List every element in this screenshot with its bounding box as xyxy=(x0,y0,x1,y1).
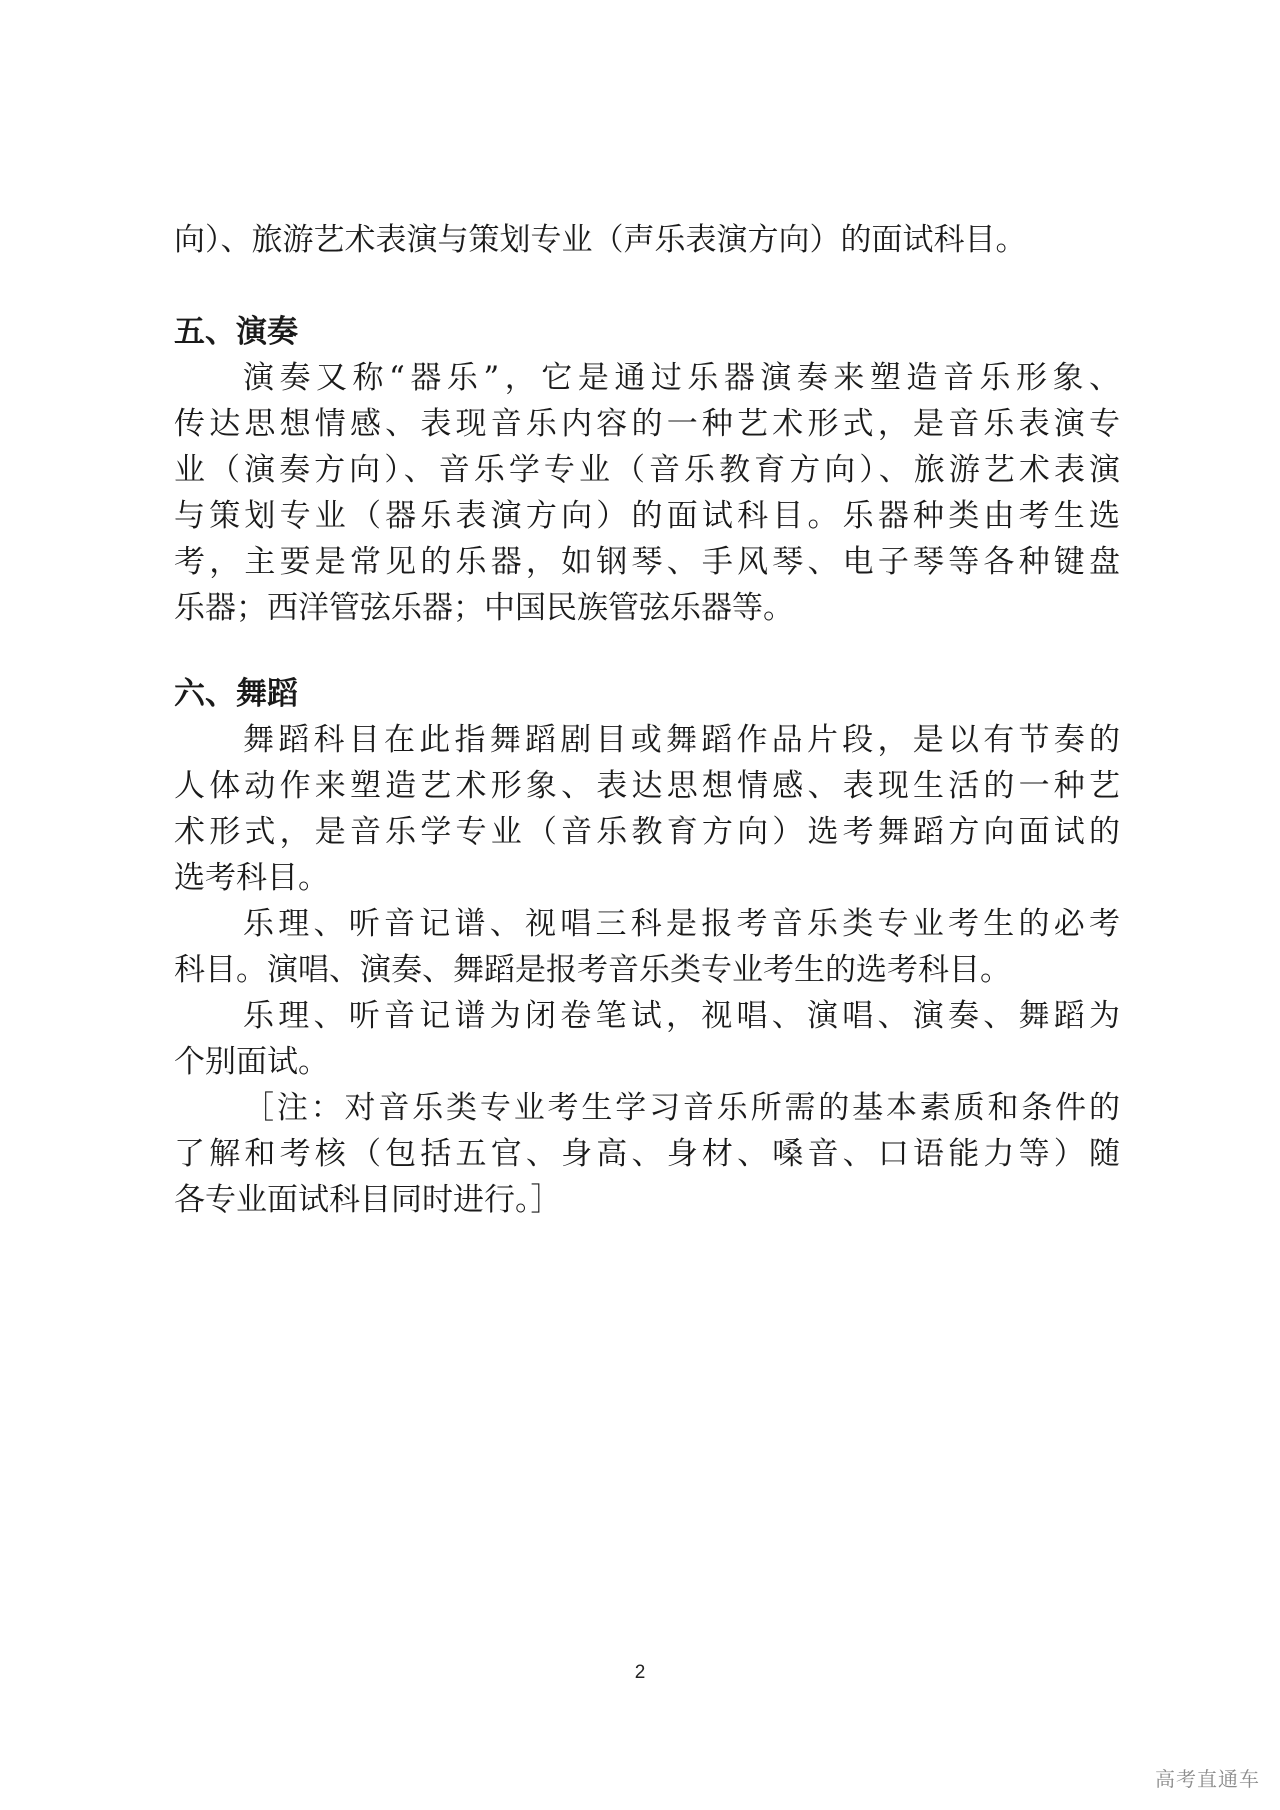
body-line: 个别面试。 xyxy=(174,1044,329,1080)
note-line: 了解和考核（包括五官、身高、身材、嗓音、口语能力等）随 xyxy=(174,1136,1120,1172)
body-line: 乐器；西洋管弦乐器；中国民族管弦乐器等。 xyxy=(174,590,794,626)
body-line: 演奏又称“器乐”，它是通过乐器演奏来塑造音乐形象、 xyxy=(243,360,1120,396)
body-line: 向）、旅游艺术表演与策划专业（声乐表演方向）的面试科目。 xyxy=(174,222,1027,258)
body-line: 业（演奏方向）、音乐学专业（音乐教育方向）、旅游艺术表演 xyxy=(174,452,1120,488)
body-line: 术形式，是音乐学专业（音乐教育方向）选考舞蹈方向面试的 xyxy=(174,814,1120,850)
body-line: 选考科目。 xyxy=(174,860,329,896)
note-line: ［注：对音乐类专业考生学习音乐所需的基本素质和条件的 xyxy=(243,1090,1120,1126)
page-number: 2 xyxy=(634,1662,646,1683)
body-line: 传达思想情感、表现音乐内容的一种艺术形式，是音乐表演专 xyxy=(174,406,1120,442)
body-line: 乐理、听音记谱、视唱三科是报考音乐类专业考生的必考 xyxy=(243,906,1120,942)
body-line: 考，主要是常见的乐器，如钢琴、手风琴、电子琴等各种键盘 xyxy=(174,544,1120,580)
body-line: 人体动作来塑造艺术形象、表达思想情感、表现生活的一种艺 xyxy=(174,768,1120,804)
body-line: 乐理、听音记谱为闭卷笔试，视唱、演唱、演奏、舞蹈为 xyxy=(243,998,1120,1034)
section-heading-dance: 六、舞蹈 xyxy=(174,676,298,712)
body-line: 与策划专业（器乐表演方向）的面试科目。乐器种类由考生选 xyxy=(174,498,1120,534)
watermark: 高考直通车 xyxy=(1155,1767,1260,1791)
note-line: 各专业面试科目同时进行。］ xyxy=(174,1182,562,1218)
body-line: 舞蹈科目在此指舞蹈剧目或舞蹈作品片段，是以有节奏的 xyxy=(243,722,1120,758)
section-heading-performance: 五、演奏 xyxy=(174,314,298,350)
body-line: 科目。演唱、演奏、舞蹈是报考音乐类专业考生的选考科目。 xyxy=(174,952,1011,988)
